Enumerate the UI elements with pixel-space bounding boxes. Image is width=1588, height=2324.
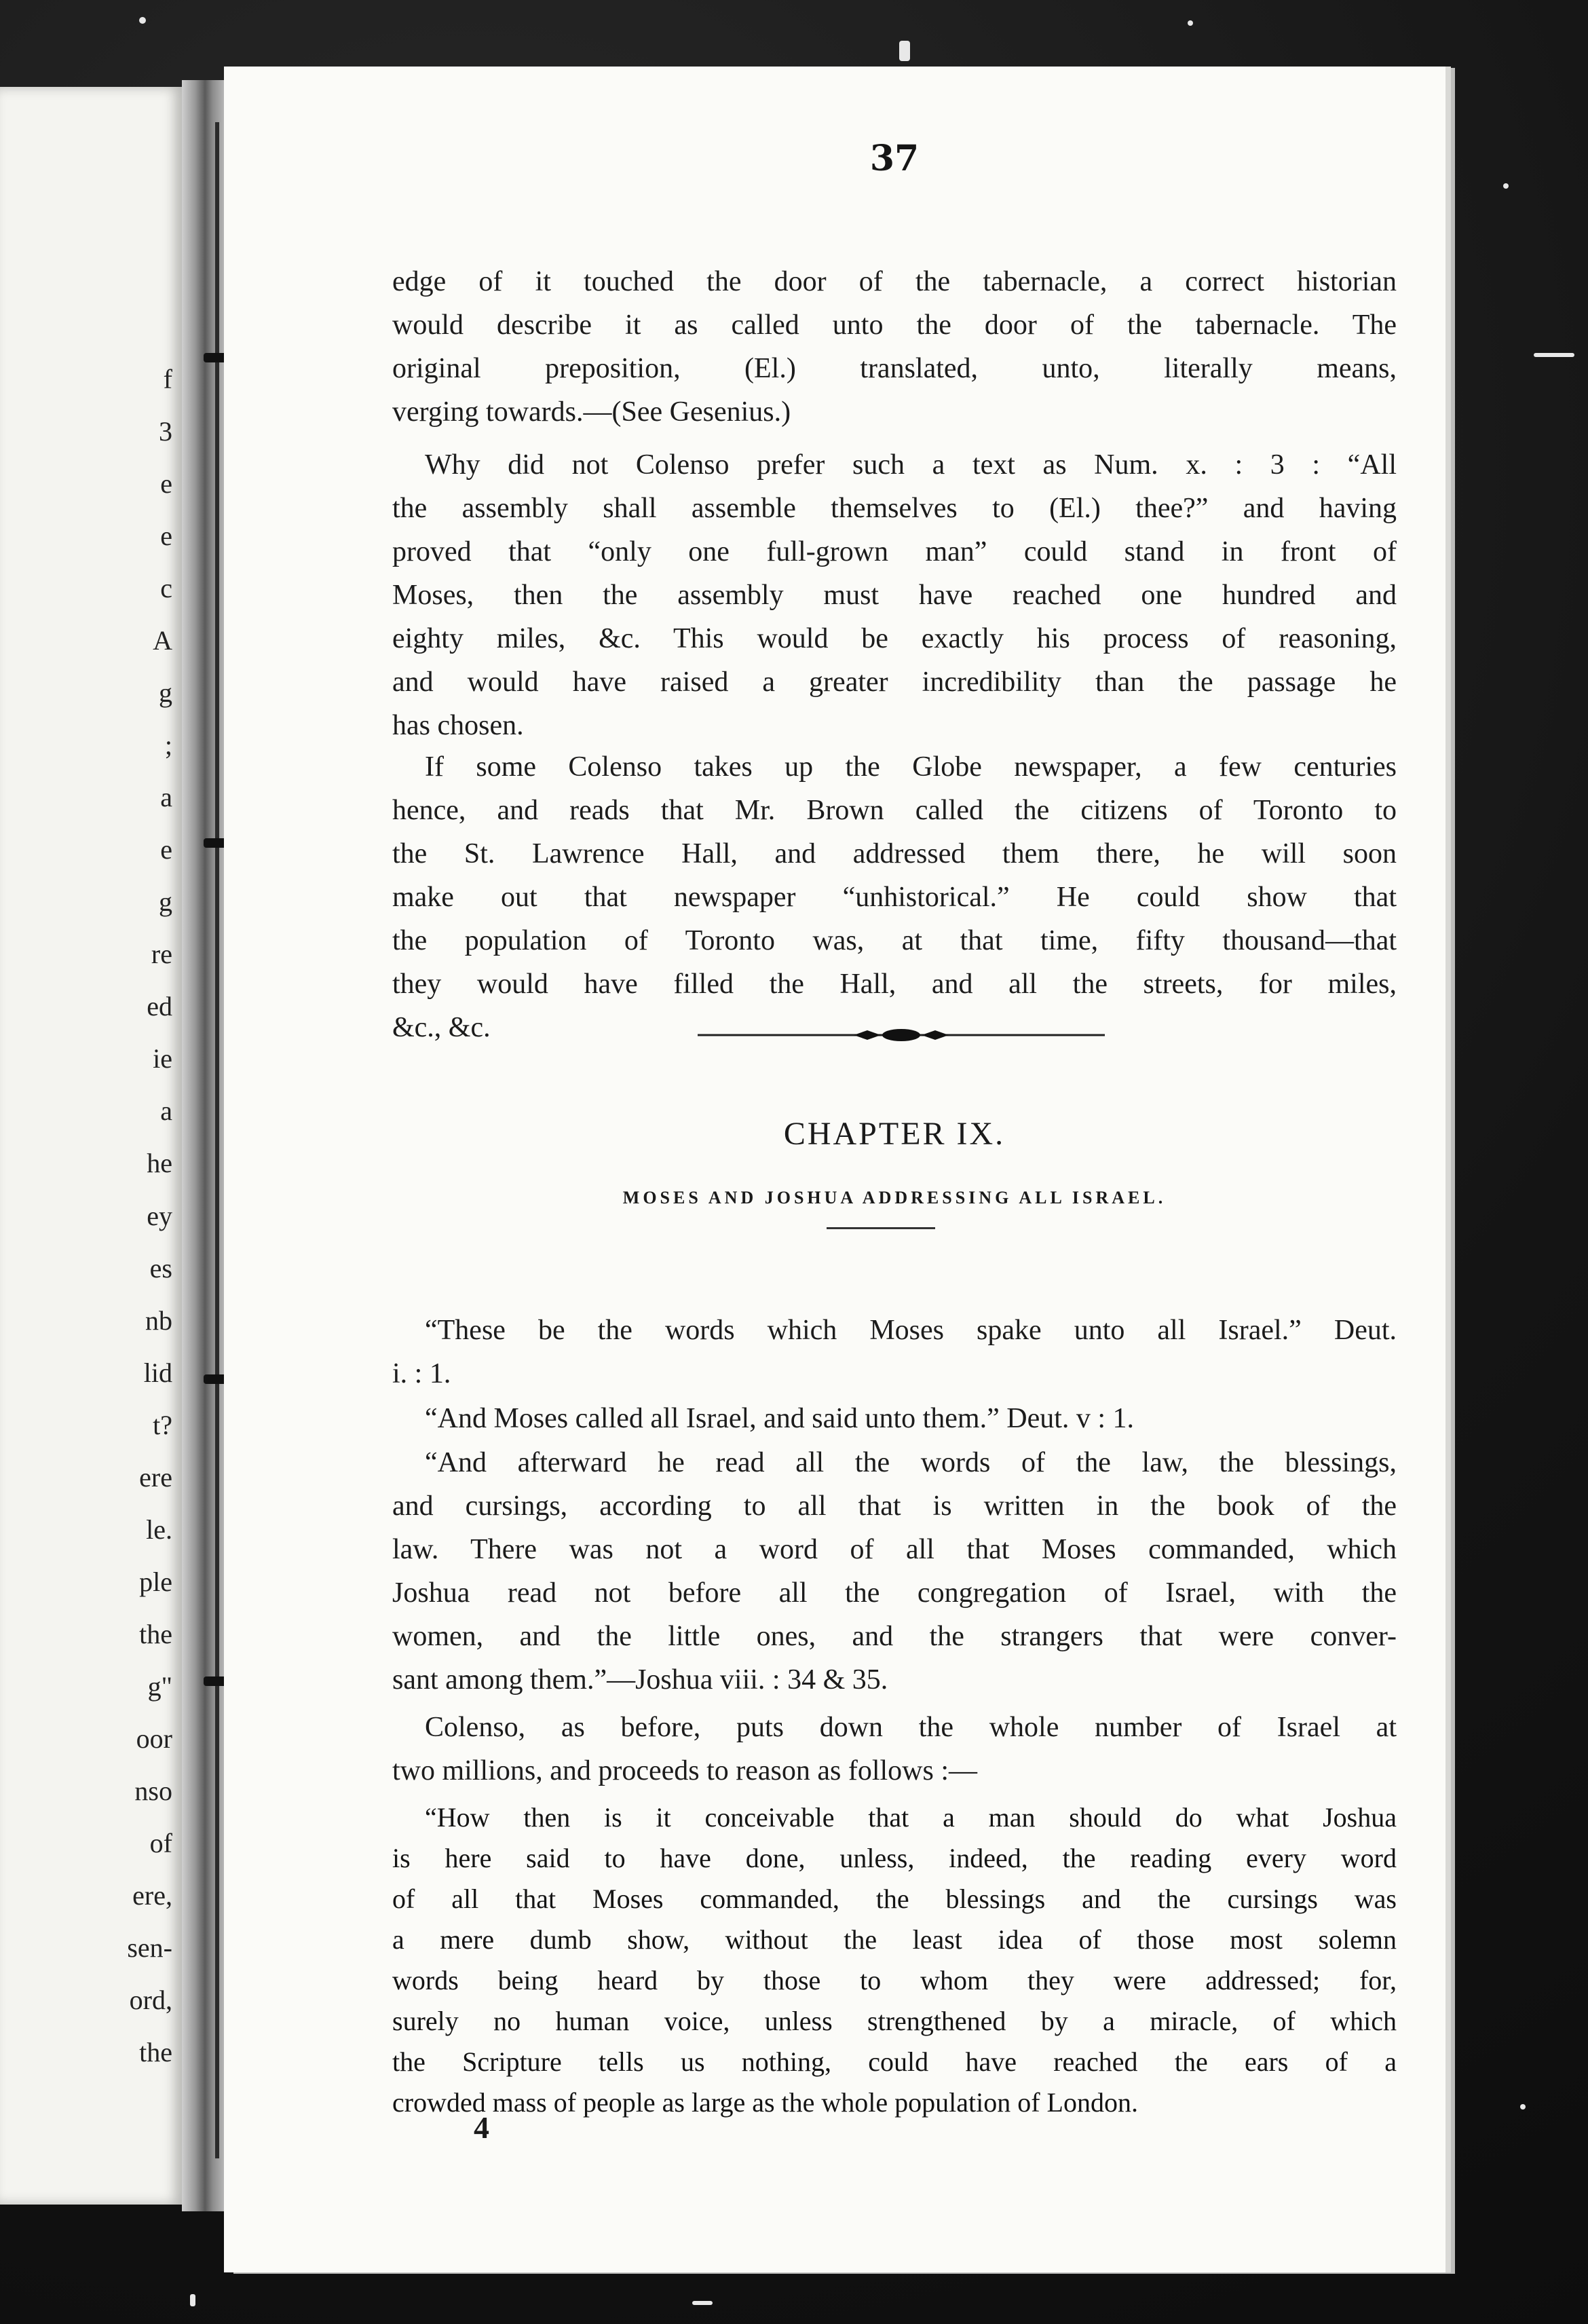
text-line: surely no human voice, unless strengthened by a miracle, of which — [392, 2006, 1397, 2036]
block-quote — [392, 1797, 1397, 2123]
text-line: of all that Moses commanded, the blessings and the cursings was — [392, 1883, 1397, 1914]
text-line: eighty miles, &c. This would be exactly his process of reasoning, — [392, 623, 1397, 654]
text-line: and cursings, according to all that is written in the book of the — [392, 1491, 1397, 1522]
dust-speck — [692, 2301, 713, 2305]
facing-page-text-fragment: sen- — [127, 1932, 172, 1963]
facing-page-text-fragment: ed — [147, 991, 172, 1022]
facing-page-text-fragment: ey — [147, 1201, 172, 1231]
facing-page-text-fragment: t? — [153, 1410, 172, 1440]
facing-page-text-fragment: ie — [153, 1043, 172, 1074]
text-line: original preposition, (El.) translated, unto, literally means, — [392, 353, 1397, 384]
facing-page-text-fragment: e — [160, 521, 172, 551]
facing-page-text-fragment: A — [153, 625, 172, 656]
chapter-title: CHAPTER IX. — [783, 1116, 1006, 1152]
paragraph-globe-newspaper — [392, 745, 1397, 1049]
text-line: Colenso, as before, puts down the whole number of Israel at — [425, 1712, 1397, 1743]
text-line: Moses, then the assembly must have reached one hundred and — [392, 580, 1397, 611]
facing-page-text-fragment: ere — [139, 1462, 172, 1493]
facing-page-text-fragment: ple — [139, 1567, 172, 1597]
book-page — [224, 67, 1445, 2272]
text-line: the St. Lawrence Hall, and addressed them there, he will soon — [392, 838, 1397, 869]
text-line: If some Colenso takes up the Globe newspaper, a few centuries — [425, 751, 1397, 783]
text-line: “These be the words which Moses spake unto all Israel.” Deut. — [425, 1315, 1397, 1346]
facing-page-text-fragment: ere, — [132, 1880, 172, 1911]
text-line: &c., &c. — [392, 1012, 491, 1043]
text-line: two millions, and proceeds to reason as follows :— — [392, 1755, 978, 1786]
paragraph-colenso-reasoning — [392, 1706, 1397, 1793]
text-line: verging towards.—(See Gesenius.) — [392, 396, 791, 428]
binding-thread — [215, 122, 219, 2158]
text-line: crowded mass of people as large as the whole population of London. — [392, 2087, 1138, 2118]
dust-speck — [1503, 183, 1509, 189]
facing-page-text-fragment: nb — [145, 1305, 172, 1336]
text-line: hence, and reads that Mr. Brown called the citizens of Toronto to — [392, 795, 1397, 826]
facing-page-text-fragment: re — [151, 939, 172, 969]
text-line: women, and the little ones, and the strangers that were conver- — [392, 1621, 1397, 1652]
facing-page-text-fragment: ; — [164, 730, 172, 760]
text-line: has chosen. — [392, 710, 524, 741]
facing-page-text-fragment: nso — [134, 1776, 172, 1806]
facing-page-text-fragment: f — [163, 364, 172, 394]
signature-mark: 4 — [474, 2110, 489, 2145]
text-line: sant among them.”—Joshua viii. : 34 & 35. — [392, 1664, 888, 1695]
text-line: “How then is it conceivable that a man should do what Joshua — [425, 1802, 1397, 1833]
text-line: Joshua read not before all the congregation of Israel, with the — [392, 1577, 1397, 1609]
facing-page-text-fragment: e — [160, 834, 172, 865]
facing-page-text-fragment: of — [149, 1828, 172, 1858]
dust-speck — [1534, 353, 1574, 357]
dust-speck — [1520, 2104, 1526, 2110]
page-number: 37 — [869, 138, 920, 179]
dust-speck — [1188, 20, 1193, 26]
facing-page-text-fragment: g — [159, 677, 172, 708]
text-line: proved that “only one full-grown man” could stand in front of — [392, 536, 1397, 567]
text-line: Why did not Colenso prefer such a text as Num. x. : 3 : “All — [425, 449, 1397, 481]
text-line: the assembly shall assemble themselves to (El.) thee?” and having — [392, 493, 1397, 524]
facing-page-text-fragment: e — [160, 468, 172, 499]
text-line: “And afterward he read all the words of the law, the blessings, — [425, 1447, 1397, 1478]
text-line: the Scripture tells us nothing, could have reached the ears of a — [392, 2046, 1397, 2077]
facing-page-text-fragment: a — [160, 1095, 172, 1126]
facing-page-text-fragment: g" — [147, 1671, 172, 1702]
facing-page-text-fragment: lid — [143, 1357, 172, 1388]
facing-page-text-fragment: a — [160, 782, 172, 812]
text-line: is here said to have done, unless, indeed, the reading every word — [392, 1843, 1397, 1873]
facing-page-text-fragment: oor — [136, 1723, 172, 1754]
facing-page-text-fragment: ord, — [129, 1985, 172, 2015]
dust-speck — [899, 41, 910, 61]
text-line: “And Moses called all Israel, and said unto them.” Deut. v : 1. — [425, 1403, 1135, 1434]
facing-page-text-fragment: c — [160, 573, 172, 603]
paragraph-joshua — [392, 1441, 1397, 1702]
text-line: and would have raised a greater incredibility than the passage he — [392, 667, 1397, 698]
paragraph-deut-5 — [392, 1397, 1397, 1440]
subtitle-rule — [827, 1227, 935, 1229]
paragraph-colenso-text — [392, 443, 1397, 747]
dust-speck — [190, 2294, 195, 2306]
facing-page-text-fragment: g — [159, 886, 172, 917]
facing-page-text-fragment: 3 — [159, 416, 172, 447]
text-line: law. There was not a word of all that Moses commanded, which — [392, 1534, 1397, 1565]
facing-page-text-fragment: le. — [146, 1514, 172, 1545]
facing-page-text-fragment: es — [149, 1253, 172, 1283]
text-line: the population of Toronto was, at that time, fifty thousand—that — [392, 925, 1397, 956]
chapter-subtitle: MOSES AND JOSHUA ADDRESSING ALL ISRAEL. — [622, 1188, 1167, 1207]
dust-speck — [139, 17, 146, 24]
text-line: i. : 1. — [392, 1358, 451, 1389]
text-line: they would have filled the Hall, and all the streets, for miles, — [392, 969, 1397, 1000]
text-line: would describe it as called unto the door of the tabernacle. The — [392, 310, 1397, 341]
facing-page-text-fragment: the — [139, 1619, 172, 1649]
facing-page-text-fragment: he — [147, 1148, 172, 1178]
text-line: edge of it touched the door of the tabernacle, a correct historian — [392, 266, 1397, 297]
facing-page-text-fragment: the — [139, 2037, 172, 2067]
paragraph-deut-1 — [392, 1309, 1397, 1395]
text-line: words being heard by those to whom they were addressed; for, — [392, 1965, 1397, 1995]
text-line: make out that newspaper “unhistorical.” He could show that — [392, 882, 1397, 913]
facing-page-fragment — [0, 87, 182, 2205]
paragraph-continuation — [392, 260, 1397, 434]
text-line: a mere dumb show, without the least idea of those most solemn — [392, 1924, 1397, 1955]
section-divider-ornament — [698, 1022, 1105, 1049]
